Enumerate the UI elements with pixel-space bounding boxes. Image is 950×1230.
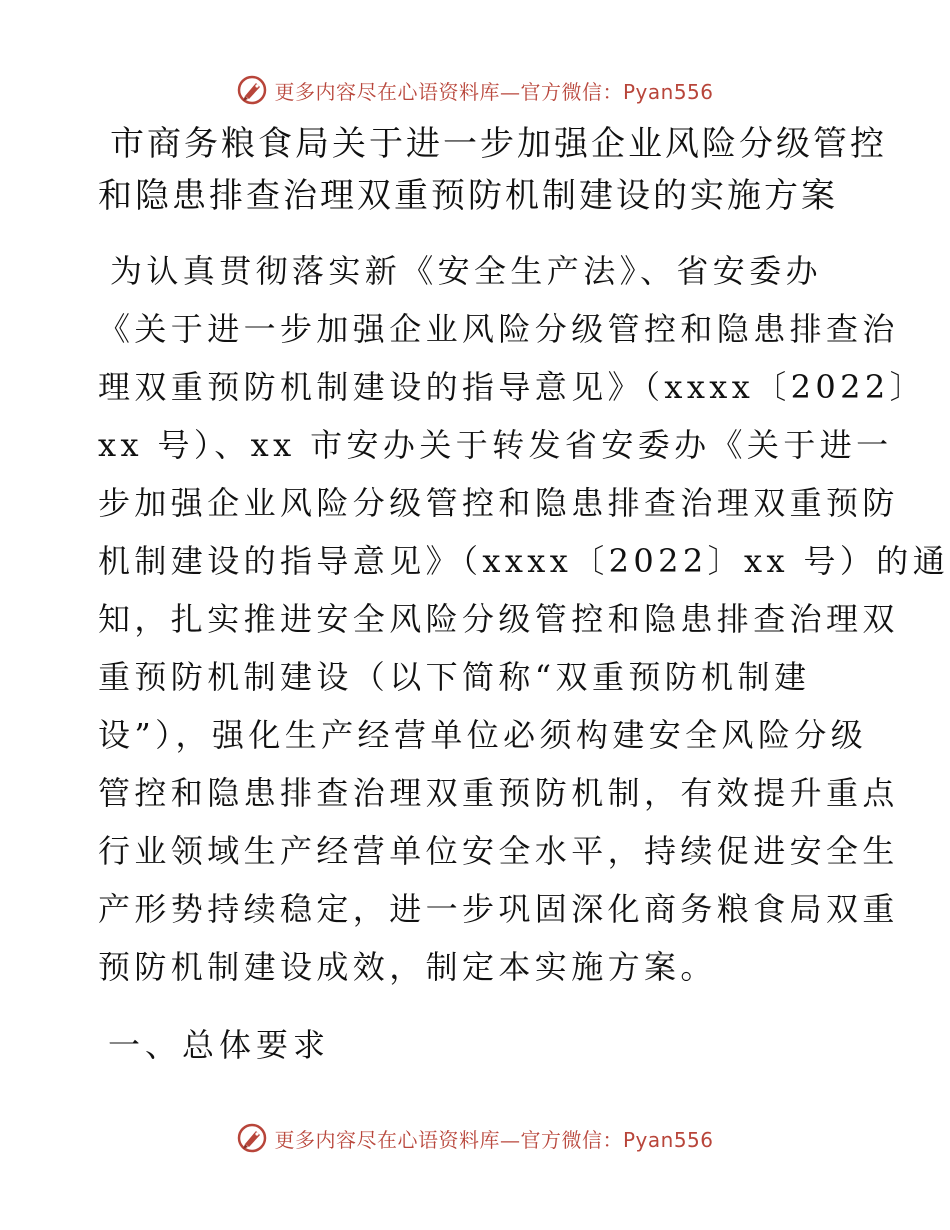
paragraph-line: 理双重预防机制建设的指导意见》（xxxx〔2022〕 [98, 368, 927, 406]
document-title [98, 118, 887, 222]
paragraph-line: 管控和隐患排查治理双重预防机制，有效提升重点 [98, 774, 899, 812]
paragraph-line: 设”），强化生产经营单位必须构建安全风险分级 [98, 716, 868, 754]
paragraph-line: 产形势持续稳定，进一步巩固深化商务粮食局双重 [98, 890, 899, 928]
paragraph-line: 《关于进一步加强企业风险分级管控和隐患排查治 [98, 310, 899, 348]
title-line: 市商务粮食局关于进一步加强企业风险分级管控 [110, 124, 887, 164]
paragraph-line: xx 号）、xx 市安办关于转发省安委办《关于进一 [98, 426, 893, 464]
watermark-text: 更多内容尽在心语资料库—官方微信：Pyan556 [274, 79, 714, 104]
header-watermark [0, 70, 950, 110]
paragraph-line: 为认真贯彻落实新《安全生产法》、省安委办 [110, 252, 823, 290]
paragraph-line: 知，扎实推进安全风险分级管控和隐患排查治理双 [98, 600, 899, 638]
footer-watermark [0, 1118, 950, 1158]
paragraph-line: 步加强企业风险分级管控和隐患排查治理双重预防 [98, 484, 899, 522]
intro-paragraph [98, 242, 950, 996]
pen-nib-logo-icon [236, 1122, 268, 1154]
section-heading: 一、总体要求 [108, 1026, 331, 1064]
paragraph-line: 重预防机制建设（以下简称“双重预防机制建 [98, 658, 811, 696]
paragraph-line: 预防机制建设成效，制定本实施方案。 [98, 948, 717, 986]
pen-nib-logo-icon [236, 74, 268, 106]
watermark-text: 更多内容尽在心语资料库—官方微信：Pyan556 [274, 1127, 714, 1152]
paragraph-line: 机制建设的指导意见》（xxxx〔2022〕xx 号）的通 [98, 542, 950, 580]
title-line: 和隐患排查治理双重预防机制建设的实施方案 [98, 176, 838, 216]
document-body [98, 118, 950, 1074]
paragraph-line: 行业领域生产经营单位安全水平，持续促进安全生 [98, 832, 899, 870]
